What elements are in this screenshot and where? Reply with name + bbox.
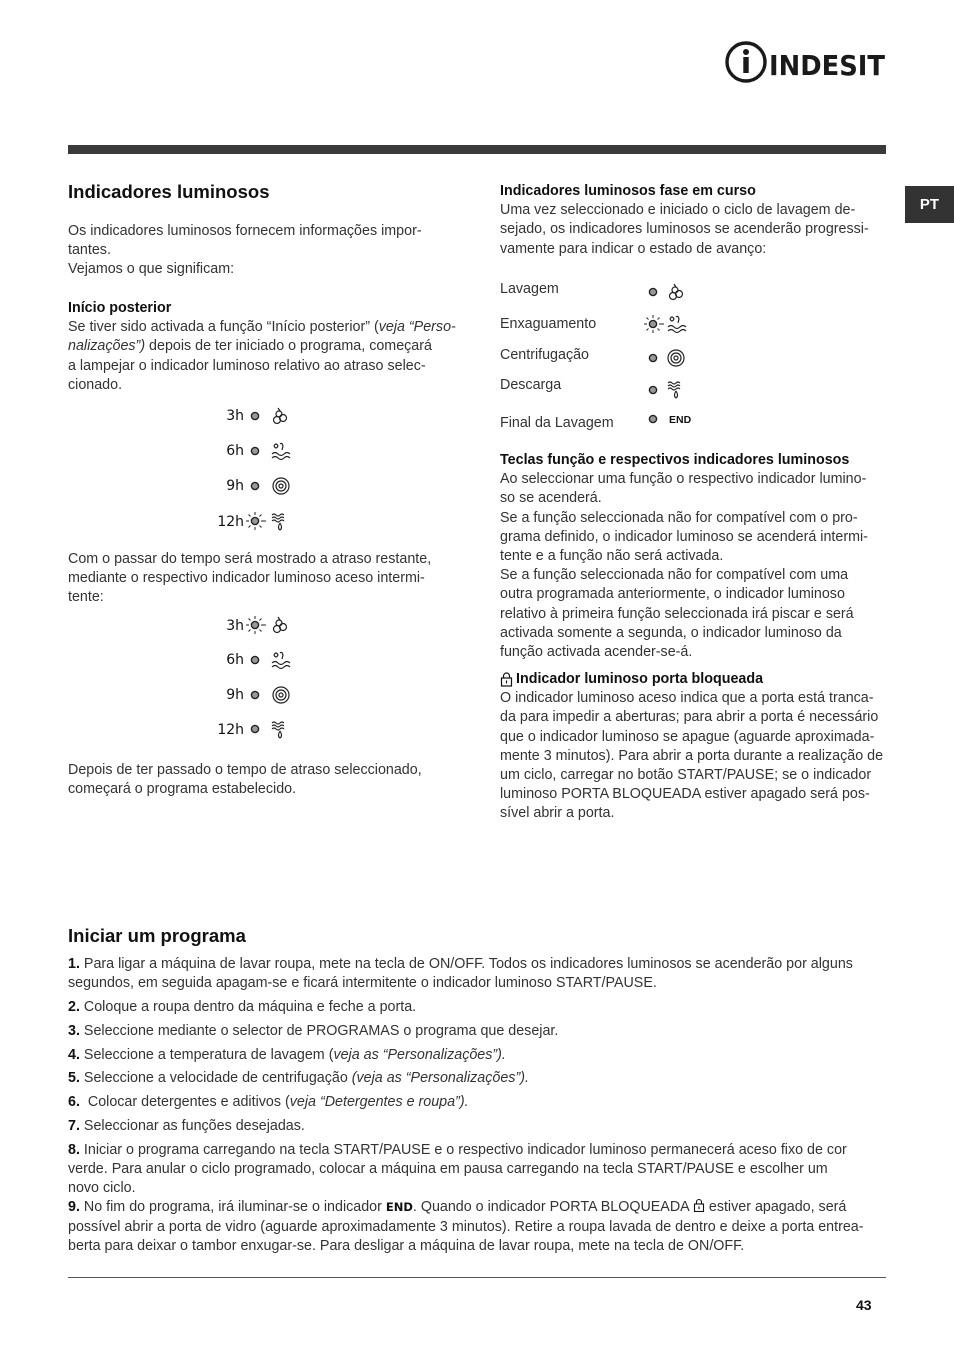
delay-section [68,299,458,395]
end-phase-indicator [642,408,702,430]
led-off-icon [244,440,304,462]
phase-text-line: Uma vez seleccionado e iniciado o ciclo de lavagem de- [500,202,856,219]
step-2: 2. Coloque a roupa dentro da máquina e feche a porta. [68,999,417,1015]
door-lock-heading [500,670,895,689]
countdown-paragraph [68,550,458,608]
countdown-line: mediante o respectivo indicador luminoso aceso intermi- [68,570,425,587]
delay-text-line: a lampejar o indicador luminoso relativo ao atraso selec- [68,357,426,374]
led-off-icon [244,649,304,671]
start-steps-list [68,955,890,1261]
door-lock-heading-text: Indicador luminoso porta bloqueada [516,671,764,687]
brand-wordmark: INDESIT [769,49,885,82]
language-tab: PT [905,186,954,223]
led-off-icon [244,405,304,427]
wash-icon [670,284,683,300]
door-lock-text-line: luminoso PORTA BLOQUEADA estiver apagado será pos- [500,786,870,803]
function-text-line: Se a função seleccionada não for compatível com o pro- [500,509,858,526]
function-text-line: função activada acender-se-á. [500,644,693,661]
delay-heading: Início posterior [68,300,172,316]
countdown-line: Com o passar do tempo será mostrado a atraso restante, [68,551,432,567]
spin-icon [273,478,289,494]
phase-text-line: sejado, os indicadores luminosos se acenderão progressi- [500,221,869,238]
top-divider-bar [68,145,886,154]
door-lock-text-line: da para impedir a aberturas; para abrir a porta é necessário [500,709,879,726]
drain-icon [272,722,284,738]
step-9: 9. No fim do programa, irá iluminar-se o indicador END. Quando o indicador PORTA BLOQUEADA estiver apagado, será possível abrir a porta de vidro (aguarde aproximadamente 3 minutos). Retire a roupa lavada de dentro e deixe a porta entrea- berta para deixar o tambor enxugar-se. Para desligar a máquina de lavar roupa, mete na tecla de ON/OFF. [68,1199,864,1254]
function-text-line: activada somente a segunda, o indicador luminoso da [500,624,842,641]
after-line: começará o programa estabelecido. [68,781,297,798]
door-lock-text-line: sível abrir a porta. [500,805,615,822]
door-lock-text-line: que o indicador luminoso se apague (aguarde aproximada- [500,728,875,745]
countdown-indicator-3h: 3h [210,614,304,638]
delay-text-line: cionado. [68,376,123,393]
bottom-divider [68,1277,886,1278]
delay-text-line: nalizações”) depois de ter iniciado o programa, começará [68,338,432,355]
function-keys-section [500,451,895,662]
function-text-line: Se a função seleccionada não for compatível com uma [500,567,849,584]
phase-label-drain: Descarga [500,377,562,393]
lock-icon [693,1198,705,1212]
delay-indicator-3h: 3h [210,405,304,427]
countdown-line: tente: [68,589,104,606]
intro-line: Os indicadores luminosos fornecem informações impor- [68,223,422,239]
phase-section [500,182,890,259]
step-5: 5. Seleccione a velocidade de centrifugação (veja as “Personalizações”). [68,1070,529,1087]
function-text-line: relativo à primeira função seleccionada irá piscar e será [500,605,854,622]
phase-heading: Indicadores luminosos fase em curso [500,183,756,199]
led-off-icon [244,475,304,497]
delay-indicator-9h: 9h [210,475,304,497]
section-title-start: Iniciar um programa [68,925,246,946]
end-icon-label: END [669,414,692,426]
intro-paragraph [68,222,458,280]
indesit-logo [724,40,888,84]
phase-label-rinse: Enxaguamento [500,316,597,332]
step-7: 7. Seleccionar as funções desejadas. [68,1117,305,1134]
delay-indicator-6h: 6h [210,440,304,462]
section-title-indicators: Indicadores luminosos [68,181,270,202]
spin-phase-indicator [642,346,692,370]
lock-icon [500,672,513,687]
function-text-line: tente e a função não será activada. [500,548,724,565]
step-4: 4. Seleccione a temperatura de lavagem (veja as “Personalizações”). [68,1046,506,1063]
drain-icon [272,514,284,530]
function-keys-heading: Teclas função e respectivos indicadores luminosos [500,452,850,468]
page-number: 43 [856,1297,872,1313]
phase-label-wash: Lavagem [500,281,559,297]
function-text-line: outra programada anteriormente, o indicador luminoso [500,586,845,603]
end-inline-icon: END [385,1200,413,1215]
spin-icon [273,687,289,703]
door-lock-text-line: mente 3 minutos). Para abrir a porta durante a realização de [500,747,884,764]
wash-phase-indicator [642,280,692,304]
wash-icon [274,408,287,424]
wash-icon [274,617,287,633]
intro-line: tantes. [68,242,111,259]
rinse-icon [272,443,290,459]
delay-text-line: Se tiver sido activada a função “Início posterior” (veja “Perso- [68,319,456,336]
function-text-line: Ao seleccionar uma função o respectivo indicador lumino- [500,471,867,488]
countdown-indicator-6h: 6h [210,649,304,671]
spin-icon [668,350,684,366]
countdown-indicator-12h: 12h [210,718,304,742]
led-blinking-icon [244,614,304,638]
led-blinking-icon [244,510,304,534]
drain-phase-indicator [642,378,692,404]
led-off-icon [244,718,304,742]
function-text-line: so se acenderá. [500,490,602,507]
door-lock-text-line: um ciclo, carregar no botão START/PAUSE; se o indicador [500,767,872,784]
delay-indicator-12h: 12h [210,510,304,534]
door-lock-text-line: O indicador luminoso aceso indica que a porta está tranca- [500,690,874,707]
step-3: 3. Seleccione mediante o selector de PROGRAMAS o programa que desejar. [68,1022,559,1039]
step-6: 6. Colocar detergentes e aditivos (veja “Detergentes e roupa”). [68,1094,469,1111]
after-delay-paragraph [68,761,458,799]
phase-label-end: Final da Lavagem [500,415,614,431]
step-8: 8. Iniciar o programa carregando na tecla START/PAUSE e o respectivo indicador luminoso permanecerá aceso fixo de cor verde. Para anular o ciclo programado, colocar a máquina em pausa carregando na tecla START/PAUSE e escolher um novo ciclo. [68,1141,847,1197]
intro-line: Vejamos o que significam: [68,261,235,278]
rinse-icon [668,316,686,332]
phase-label-spin: Centrifugação [500,347,590,363]
led-off-icon [244,684,304,706]
drain-icon [668,382,680,398]
countdown-indicator-9h: 9h [210,684,304,706]
after-line: Depois de ter passado o tempo de atraso seleccionado, [68,762,422,778]
function-text-line: grama definido, o indicador luminoso se acenderá intermi- [500,528,868,545]
step-1: 1. Para ligar a máquina de lavar roupa, mete na tecla de ON/OFF. Todos os indicadores luminosos se acenderão por alguns segundos, em seguida apagam-se e ficará intermitente o indicador luminoso START/PAUSE. [68,956,853,992]
phase-text-line: vamente para indicar o estado de avanço: [500,240,767,257]
rinse-icon [272,652,290,668]
rinse-phase-indicator [642,313,692,337]
door-lock-section [500,670,895,824]
